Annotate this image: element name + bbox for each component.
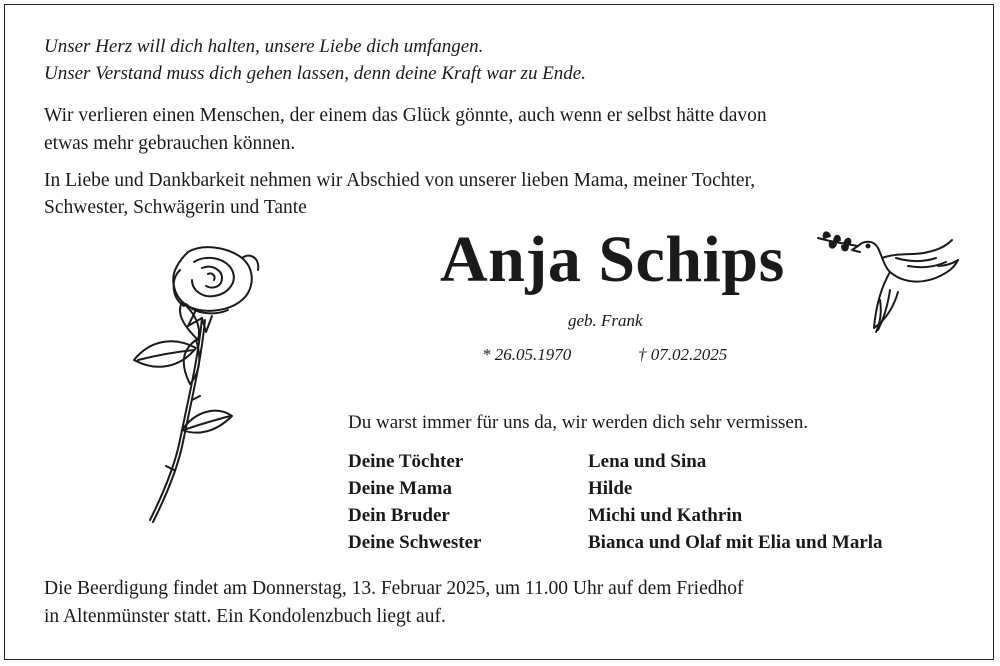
birth-date: * 26.05.1970 — [482, 345, 572, 364]
family-names: Hilde — [588, 478, 633, 499]
deceased-name: Anja Schips — [440, 223, 785, 296]
intro-line-4: Schwester, Schwägerin und Tante — [44, 197, 307, 218]
family-relation: Deine Schwester — [348, 532, 482, 553]
farewell-message: Du warst immer für uns da, wir werden dich sehr vermissen. — [348, 412, 809, 433]
maiden-name: geb. Frank — [568, 311, 643, 330]
dove-icon — [812, 228, 962, 348]
family-relation: Deine Töchter — [348, 451, 464, 472]
rose-icon — [110, 240, 270, 530]
family-relation: Dein Bruder — [348, 505, 450, 526]
family-names: Bianca und Olaf mit Elia und Marla — [588, 532, 883, 553]
intro-line-3: In Liebe und Dankbarkeit nehmen wir Abschied von unserer lieben Mama, meiner Tochter, — [44, 170, 756, 191]
motto-line-2: Unser Verstand muss dich gehen lassen, denn deine Kraft war zu Ende. — [44, 63, 586, 84]
family-relation: Deine Mama — [348, 478, 452, 499]
funeral-line-2: in Altenmünster statt. Ein Kondolenzbuch liegt auf. — [44, 606, 446, 627]
family-names: Lena und Sina — [588, 451, 707, 472]
funeral-line-1: Die Beerdigung findet am Donnerstag, 13. Februar 2025, um 11.00 Uhr auf dem Friedhof — [44, 578, 744, 599]
family-names: Michi und Kathrin — [588, 505, 743, 526]
motto-line-1: Unser Herz will dich halten, unsere Liebe dich umfangen. — [44, 36, 484, 57]
intro-line-1: Wir verlieren einen Menschen, der einem das Glück gönnte, auch wenn er selbst hätte davon — [44, 105, 767, 126]
intro-line-2: etwas mehr gebrauchen können. — [44, 133, 296, 154]
death-date: † 07.02.2025 — [638, 345, 728, 364]
